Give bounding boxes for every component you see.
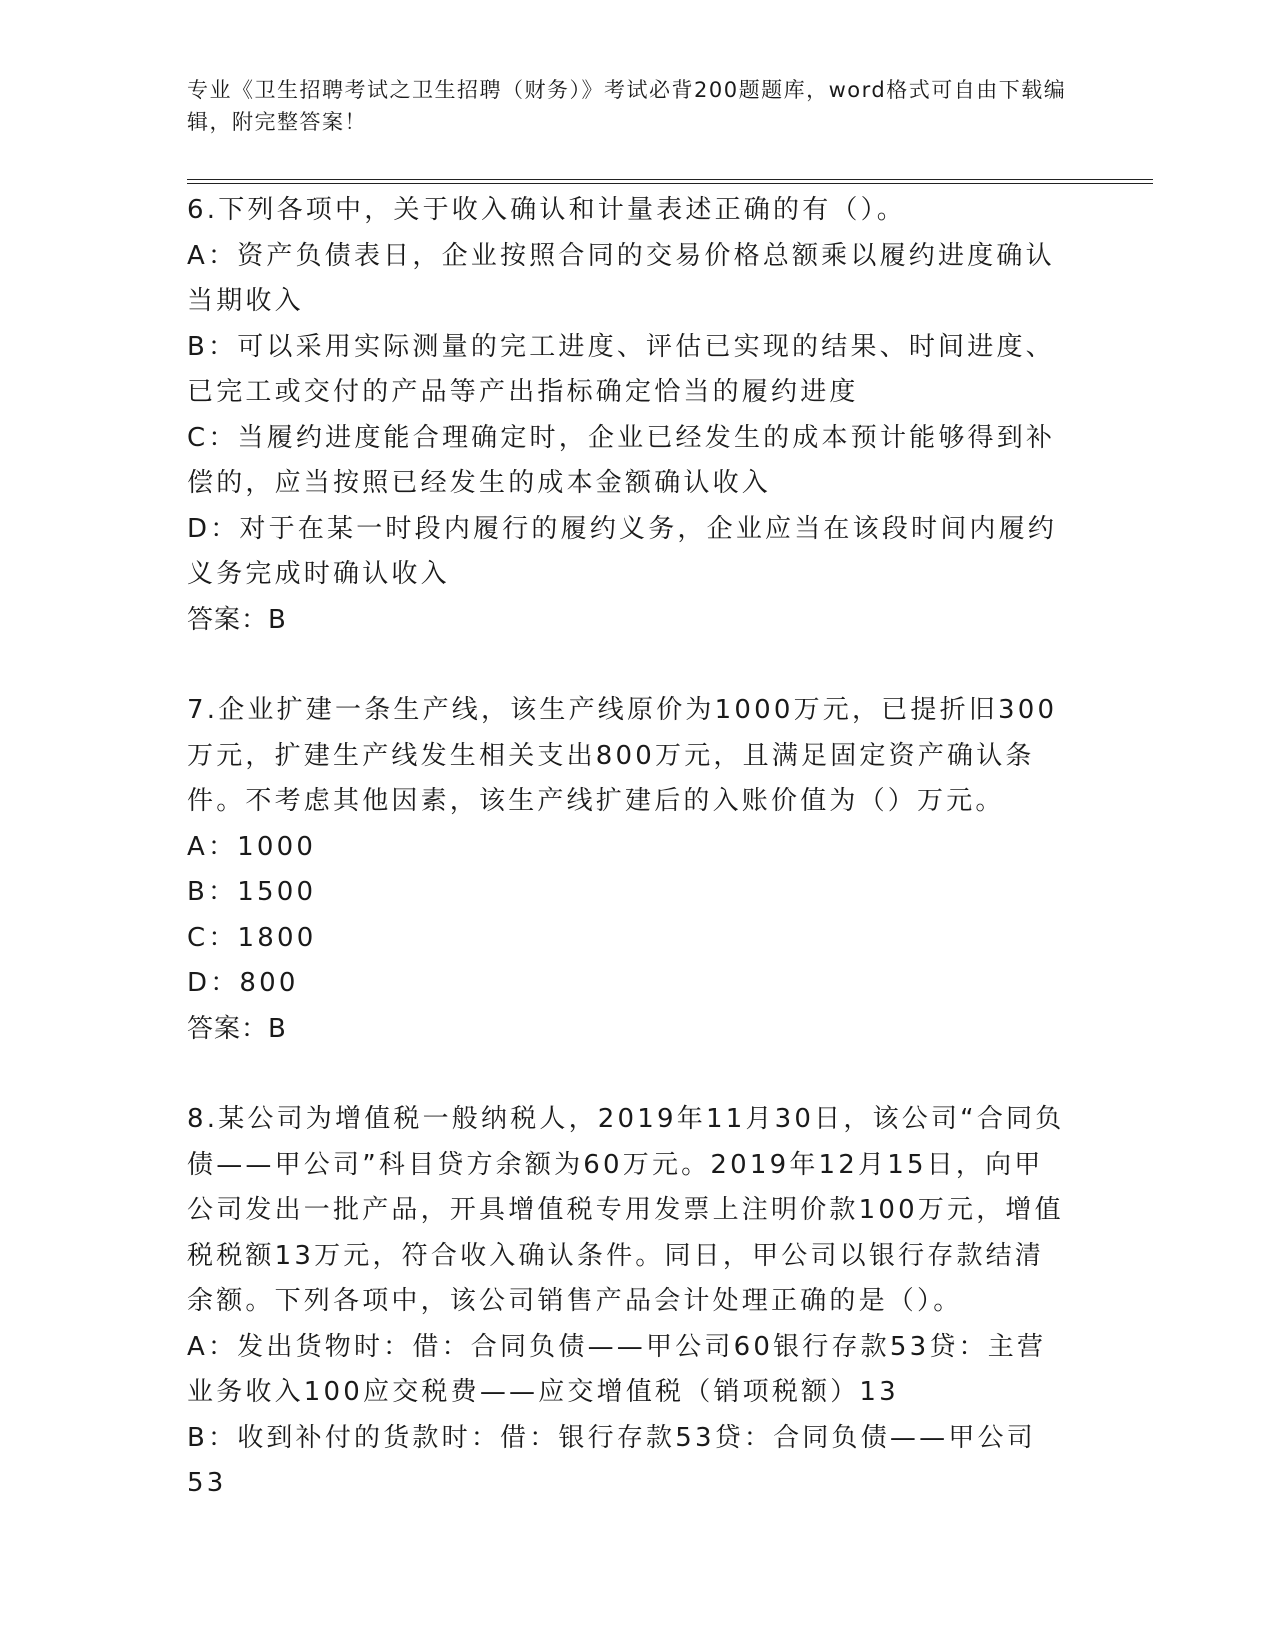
document-header: 专业《卫生招聘考试之卫生招聘（财务）》考试必背200题题库，word格式可自由下载编辑，附完整答案！: [187, 78, 1067, 134]
question-7: [187, 688, 1072, 1052]
question-8: [187, 1097, 1072, 1507]
question-stem: 8.某公司为增值税一般纳税人，2019年11月30日，该公司“合同负债——甲公司”科目贷方余额为60万元。2019年12月15日，向甲公司发出一批产品，开具增值税专用发票上注明价款100万元，增值税税额13万元，符合收入确认条件。同日，甲公司以银行存款结清余额。下列各项中，该公司销售产品会计处理正确的是（）。: [187, 1104, 1065, 1316]
answer: 答案：B: [187, 604, 287, 635]
header-divider-bottom: [187, 183, 1153, 184]
option-c: C：当履约进度能合理确定时，企业已经发生的成本预计能够得到补偿的，应当按照已经发生的成本金额确认收入: [187, 422, 1056, 498]
header-divider-top: [187, 179, 1153, 180]
question-6: [187, 188, 1072, 643]
option-a: A：资产负债表日，企业按照合同的交易价格总额乘以履约进度确认当期收入: [187, 240, 1055, 316]
option-a: A：发出货物时：借：合同负债——甲公司60银行存款53贷：主营业务收入100应交税费——应交增值税（销项税额）13: [187, 1331, 1047, 1407]
question-list: [187, 188, 1072, 1507]
question-stem: 6.下列各项中，关于收入确认和计量表述正确的有（）。: [187, 195, 907, 225]
option-b: B：收到补付的货款时：借：银行存款53贷：合同负债——甲公司53: [187, 1422, 1036, 1498]
option-d: D：对于在某一时段内履行的履约义务，企业应当在该段时间内履约义务完成时确认收入: [187, 513, 1058, 589]
option-b: B：可以采用实际测量的完工进度、评估已实现的结果、时间进度、已完工或交付的产品等产出指标确定恰当的履约进度: [187, 331, 1055, 407]
question-stem: 7.企业扩建一条生产线，该生产线原价为1000万元，已提折旧300万元，扩建生产线发生相关支出800万元，且满足固定资产确认条件。不考虑其他因素，该生产线扩建后的入账价值为（）万元。: [187, 695, 1058, 816]
option-b: B：1500: [187, 877, 317, 907]
answer: 答案：B: [187, 1013, 287, 1044]
option-c: C：1800: [187, 922, 317, 953]
option-d: D：800: [187, 968, 299, 998]
option-a: A：1000: [187, 831, 317, 862]
